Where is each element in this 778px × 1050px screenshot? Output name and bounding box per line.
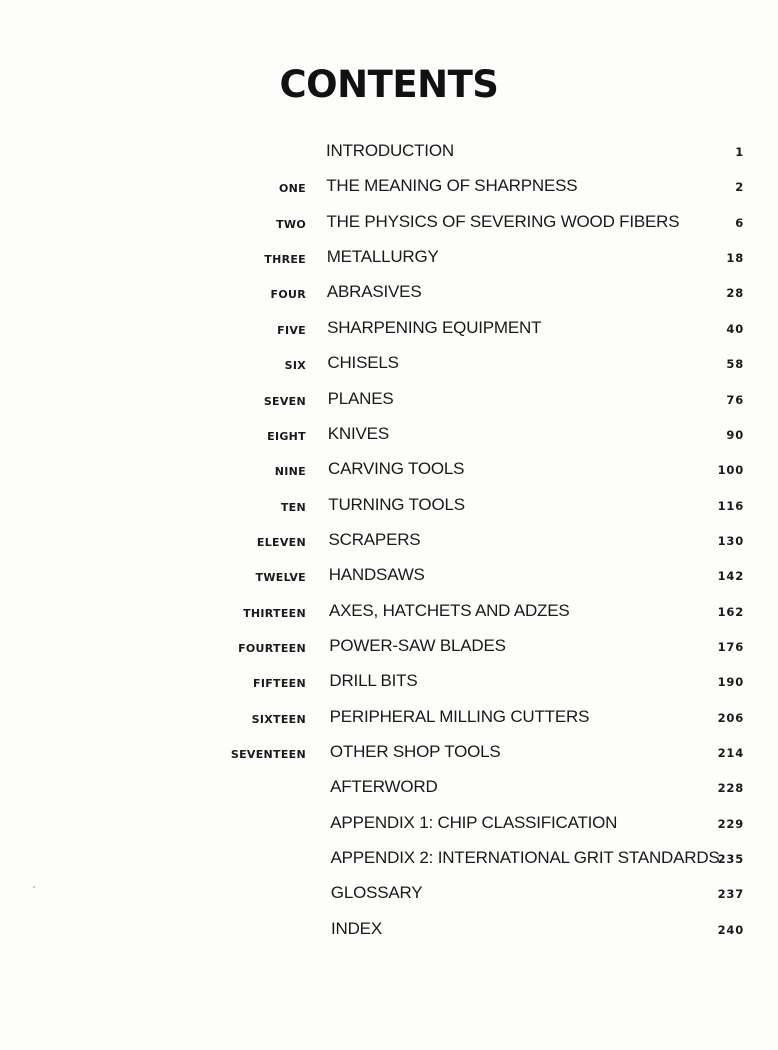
chapter-title: HANDSAWS <box>328 565 425 585</box>
page-number: 130 <box>717 533 744 548</box>
toc-entry <box>0 350 778 380</box>
page-number: 100 <box>717 463 744 478</box>
page-number: 176 <box>717 639 744 654</box>
chapter-number: THREE <box>264 253 306 267</box>
toc-entry <box>0 562 778 592</box>
chapter-number: FIVE <box>277 323 306 337</box>
chapter-number: NINE <box>274 465 306 479</box>
chapter-title: CARVING TOOLS <box>328 459 465 479</box>
chapter-title: PERIPHERAL MILLING CUTTERS <box>329 706 590 726</box>
page-title: CONTENTS <box>279 62 499 106</box>
toc-entry <box>0 633 778 663</box>
chapter-number: FOUR <box>270 288 306 302</box>
page-number: 28 <box>726 286 744 301</box>
chapter-title: THE PHYSICS OF SEVERING WOOD FIBERS <box>326 211 680 231</box>
page-number: 1 <box>735 145 744 159</box>
toc-entry <box>0 209 778 239</box>
page-number: 206 <box>717 710 744 725</box>
chapter-title: TURNING TOOLS <box>328 494 465 514</box>
chapter-number: FOURTEEN <box>238 641 306 655</box>
page-number: 237 <box>717 887 744 902</box>
toc-entry <box>0 774 778 804</box>
page-number: 40 <box>726 321 744 336</box>
chapter-title: SHARPENING EQUIPMENT <box>327 317 542 337</box>
page-number: 235 <box>717 852 744 866</box>
page-number: 214 <box>717 746 744 760</box>
chapter-number: ONE <box>279 182 306 196</box>
chapter-number: SIX <box>284 359 306 373</box>
chapter-title: INTRODUCTION <box>326 141 454 160</box>
page-number: 229 <box>717 816 744 831</box>
chapter-title: APPENDIX 2: INTERNATIONAL GRIT STANDARDS <box>330 848 720 867</box>
chapter-title: POWER-SAW BLADES <box>329 635 506 655</box>
chapter-title: ABRASIVES <box>326 282 422 302</box>
toc-entry <box>0 315 778 345</box>
chapter-title: APPENDIX 1: CHIP CLASSIFICATION <box>330 812 618 832</box>
chapter-title: PLANES <box>327 388 394 408</box>
toc-entry <box>0 916 778 946</box>
chapter-title: AFTERWORD <box>330 777 438 797</box>
chapter-number: SEVENTEEN <box>230 748 306 761</box>
page-number: 116 <box>717 498 744 513</box>
chapter-number: SIXTEEN <box>251 712 306 726</box>
toc-entry <box>0 279 778 309</box>
page-number: 76 <box>726 392 744 407</box>
toc-entry <box>0 810 778 840</box>
chapter-number: THIRTEEN <box>243 606 306 620</box>
page-number: 58 <box>726 357 744 372</box>
chapter-title: METALLURGY <box>326 247 439 267</box>
chapter-number: FIFTEEN <box>253 677 306 691</box>
toc-entry <box>0 386 778 416</box>
chapter-title: DRILL BITS <box>329 671 418 691</box>
chapter-number: ELEVEN <box>256 535 306 549</box>
chapter-number: TEN <box>280 500 306 514</box>
toc-entry <box>0 598 778 628</box>
page-number: 6 <box>735 215 744 230</box>
chapter-title: AXES, HATCHETS AND ADZES <box>329 600 570 620</box>
page-number: 228 <box>717 781 744 796</box>
chapter-number: TWELVE <box>255 571 306 585</box>
toc-entry <box>0 492 778 522</box>
chapter-number: TWO <box>276 217 306 231</box>
chapter-title: INDEX <box>331 918 382 938</box>
page-number: 240 <box>717 922 744 937</box>
toc-entry <box>0 527 778 557</box>
toc-entry <box>0 138 778 168</box>
toc-entry <box>0 845 778 875</box>
toc-entry <box>0 421 778 451</box>
toc-entry <box>0 456 778 486</box>
chapter-title: SCRAPERS <box>328 529 421 549</box>
page-number: 190 <box>717 675 744 690</box>
toc-entry <box>0 704 778 734</box>
page-number: 90 <box>726 427 744 442</box>
toc-entry <box>0 244 778 274</box>
toc-entry <box>0 880 778 910</box>
chapter-number: SEVEN <box>263 394 306 408</box>
paper-speck <box>33 886 35 888</box>
toc-entry <box>0 668 778 698</box>
chapter-title: CHISELS <box>327 353 399 373</box>
page-number: 18 <box>726 251 744 266</box>
chapter-number: EIGHT <box>267 429 306 443</box>
page-number: 2 <box>735 180 744 195</box>
page-number: 142 <box>717 569 744 584</box>
chapter-title: GLOSSARY <box>330 883 423 903</box>
chapter-title: OTHER SHOP TOOLS <box>329 742 501 761</box>
chapter-title: KNIVES <box>327 423 389 443</box>
toc-entry <box>0 173 778 203</box>
toc-entry <box>0 739 778 769</box>
page-number: 162 <box>717 604 744 619</box>
chapter-title: THE MEANING OF SHARPNESS <box>326 176 578 196</box>
